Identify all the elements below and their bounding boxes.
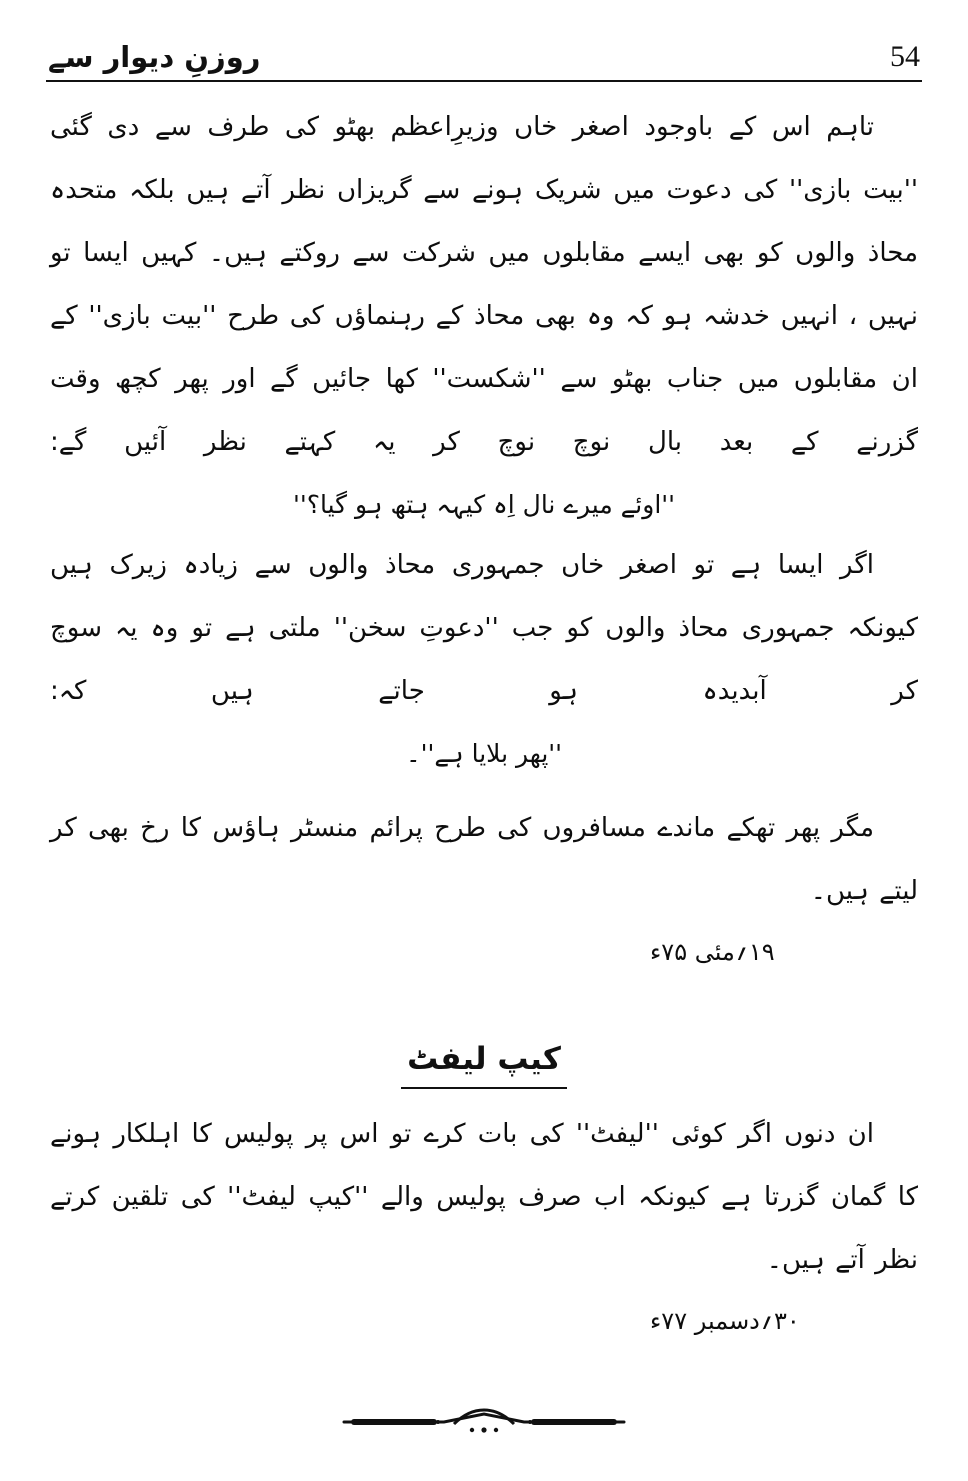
section-paragraph: ان دنوں اگر کوئی ''لیفٹ'' کی بات کرے تو اس پر پولیس کا اہلکار ہونے کا گمان گزرتا ہے کیونکہ اب صرف پولیس والے ''کیپ لیفٹ'' کی تلقین کرتے نظر آتے ہیں۔	[50, 1119, 918, 1275]
book-title: روزنِ دیوار سے	[48, 40, 261, 74]
spacer	[50, 783, 918, 797]
header-divider	[46, 80, 922, 82]
spacer	[50, 1089, 918, 1103]
page-header	[48, 28, 920, 74]
section-heading: کیپ لیفٹ	[401, 1033, 567, 1089]
paragraph-1: تاہم اس کے باوجود اصغر خاں وزیرِاعظم بھٹو کی طرف سے دی گئی ''بیت بازی'' کی دعوت میں شریک ہونے سے گریزاں نظر آتے ہیں بلکہ متحدہ محاذ والوں کو بھی ایسے مقابلوں میں شرکت سے روکتے ہیں۔ کہیں ایسا تو نہیں ، انہیں خدشہ ہو کہ وہ بھی محاذ کے رہنماؤں کی طرح ''بیت بازی'' کے ان مقابلوں میں جناب بھٹو سے ''شکست'' کھا جائیں گے اور پھر کچھ وقت گزرنے کے بعد بال نوچ نوچ کر یہ کہتے نظر آئیں گے:	[50, 112, 918, 457]
paragraph-2: اگر ایسا ہے تو اصغر خاں جمہوری محاذ والوں سے زیادہ زیرک ہیں کیونکہ جمہوری محاذ والوں کو جب ''دعوتِ سخن'' ملتی ہے تو وہ یہ سوچ کر آبدیدہ ہو جاتے ہیں کہ:	[50, 550, 918, 706]
spacer	[50, 1346, 918, 1402]
date-line-1: ۱۹؍مئی ۷۵ء	[650, 938, 775, 966]
page-body	[50, 96, 918, 1441]
quote-2: ''پھر بلایا ہے''۔	[405, 739, 563, 768]
page-number: 54	[890, 40, 920, 73]
spacer	[50, 977, 918, 1033]
date-line-2: ۳۰؍دسمبر ۷۷ء	[650, 1307, 800, 1335]
decorative-divider-icon	[334, 1402, 634, 1442]
section-heading-container	[50, 1033, 918, 1089]
quote-1: ''اوئے میرے نال اِہ کیہہ ہتھ ہو گیا؟''	[292, 490, 676, 519]
paragraph-3: مگر پھر تھکے ماندے مسافروں کی طرح پرائم منسٹر ہاؤس کا رخ بھی کر لیتے ہیں۔	[50, 813, 918, 906]
